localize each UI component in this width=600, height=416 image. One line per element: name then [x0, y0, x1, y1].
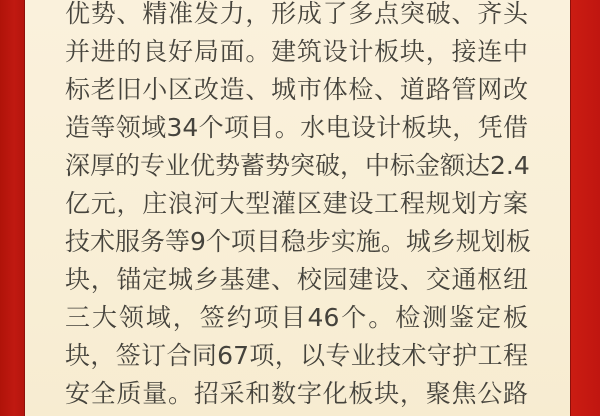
text-line: 标老旧小区改造、城市体检、道路管网改	[65, 75, 528, 104]
article-content	[25, 0, 570, 416]
text-line: 块，签订合同67项，以专业技术守护工程	[65, 341, 528, 370]
text-line: 并进的良好局面。建筑设计板块，接连中	[65, 37, 528, 66]
text-line: 安全质量。招采和数字化板块，聚焦公路	[65, 379, 528, 408]
right-red-border	[570, 0, 600, 416]
left-red-border	[0, 0, 25, 416]
text-line: 优势、精准发力，形成了多点突破、齐头	[65, 0, 528, 28]
text-line: 深厚的专业优势蓄势突破，中标金额达2.4	[65, 151, 530, 180]
text-line: 技术服务等9个项目稳步实施。城乡规划板	[65, 227, 531, 256]
text-line: 亿元，庄浪河大型灌区建设工程规划方案	[65, 189, 528, 218]
article-paragraph	[65, 0, 531, 413]
text-line: 块，锚定城乡基建、校园建设、交通枢纽	[65, 265, 528, 294]
text-line: 三大领域，签约项目46个。检测鉴定板	[65, 303, 528, 332]
text-line: 造等领域34个项目。水电设计板块，凭借	[65, 113, 528, 142]
